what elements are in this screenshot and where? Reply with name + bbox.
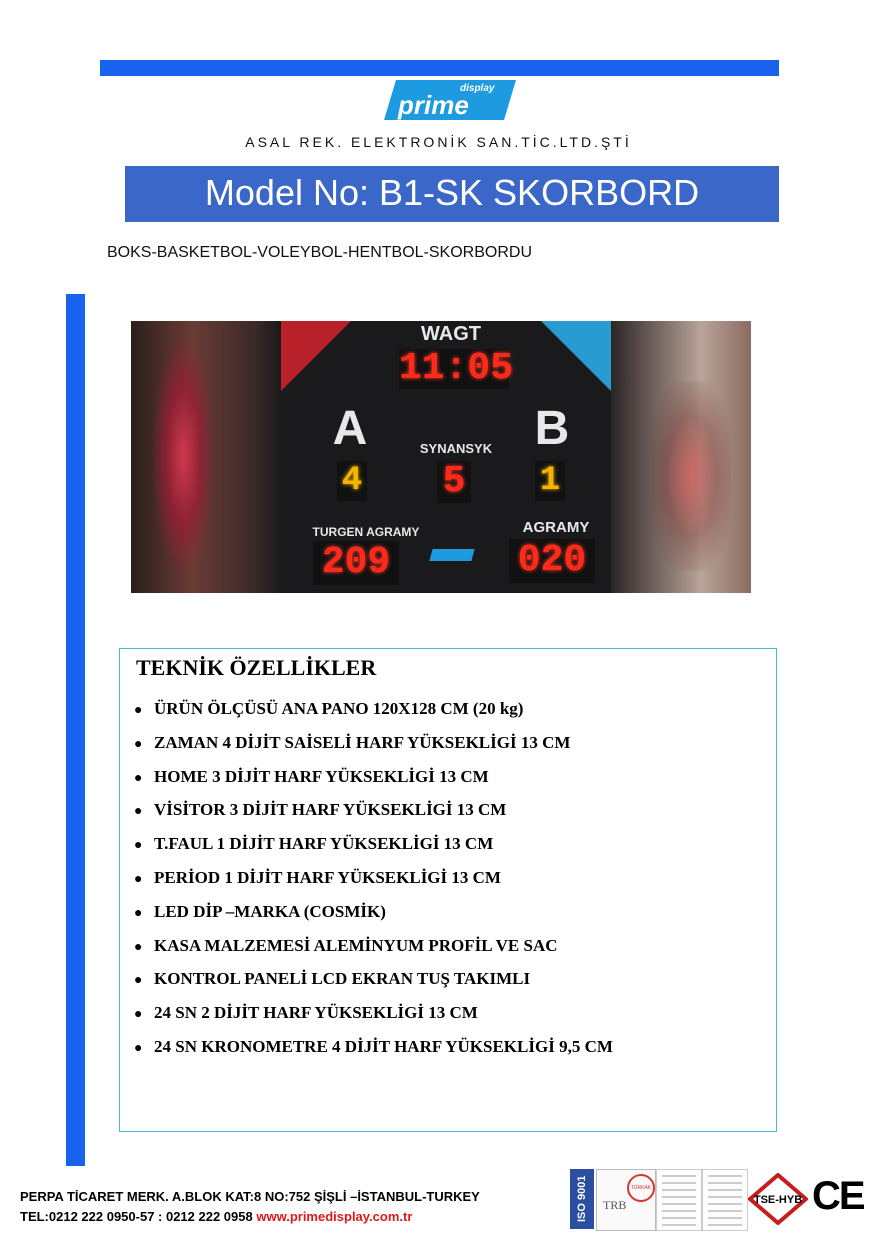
scoreboard-panel	[281, 321, 611, 593]
red-corner-decoration	[281, 321, 351, 391]
team-a-foul-display: 4	[337, 461, 367, 501]
visitor-score-display: 020	[509, 539, 595, 583]
technical-specs-box	[119, 648, 777, 1132]
period-display: 5	[437, 461, 471, 503]
specs-title: TEKNİK ÖZELLİKLER	[136, 655, 377, 680]
turkak-seal-icon: TÜRKAK	[627, 1174, 655, 1202]
period-label: SYNANSYK	[419, 441, 493, 456]
bullet-icon: ●	[134, 703, 143, 718]
bullet-icon: ●	[134, 804, 143, 820]
spec-item: ● KASA MALZEMESİ ALEMİNYUM PROFİL VE SAC	[134, 934, 613, 968]
tse-hyb-badge	[748, 1173, 808, 1225]
team-b-foul-display: 1	[535, 461, 565, 501]
logo-small-text: display	[460, 83, 495, 94]
team-b-label: B	[534, 402, 570, 455]
trb-turkak-badge	[596, 1169, 656, 1231]
visitor-score-label: AGRAMY	[522, 519, 590, 536]
product-subtitle: BOKS-BASKETBOL-VOLEYBOL-HENTBOL-SKORBORDU	[107, 244, 532, 261]
footer-phone: TEL:0212 222 0950-57 : 0212 222 0958	[20, 1209, 253, 1224]
scoreboard-title: WAGT	[421, 323, 481, 345]
logo-main-text: prime	[398, 90, 469, 120]
spec-item: ● VİSİTOR 3 DİJİT HARF YÜKSEKLİGİ 13 CM	[134, 798, 613, 832]
board-mini-logo	[429, 549, 474, 561]
model-title: Model No: B1-SK SKORBORD	[125, 166, 779, 222]
footer-address: PERPA TİCARET MERK. A.BLOK KAT:8 NO:752 ŞİŞLİ –İSTANBUL-TURKEY	[20, 1189, 480, 1204]
certification-badges	[568, 1168, 864, 1230]
spec-item: ● PERİOD 1 DİJİT HARF YÜKSEKLİGİ 13 CM	[134, 866, 613, 900]
iso-9001-badge: ISO 9001	[570, 1169, 594, 1229]
bullet-icon: ●	[134, 838, 143, 854]
scoreboard-photo	[131, 321, 751, 593]
background-glow-left	[153, 341, 213, 571]
spec-item: ● 24 SN 2 DİJİT HARF YÜKSEKLİGİ 13 CM	[134, 1001, 613, 1035]
bullet-icon: ●	[134, 973, 143, 989]
svg-text:TSE-HYB: TSE-HYB	[753, 1194, 803, 1206]
blue-corner-decoration	[541, 321, 611, 391]
footer-website-link[interactable]: www.primedisplay.com.tr	[256, 1209, 413, 1224]
bullet-icon: ●	[134, 770, 143, 786]
specs-list	[134, 697, 613, 1069]
bullet-icon: ●	[134, 905, 143, 921]
trb-text: TRB	[603, 1198, 627, 1212]
company-name: ASAL REK. ELEKTRONİK SAN.TİC.LTD.ŞTİ	[245, 134, 632, 150]
left-accent-bar	[66, 294, 85, 1166]
bullet-icon: ●	[134, 1007, 143, 1023]
spec-item: ● HOME 3 DİJİT HARF YÜKSEKLİGİ 13 CM	[134, 765, 613, 799]
certificate-document-icon	[656, 1169, 702, 1231]
home-score-display: 209	[313, 541, 399, 585]
bullet-icon: ●	[134, 871, 143, 887]
spec-item: ● ZAMAN 4 DİJİT SAİSELİ HARF YÜKSEKLİGİ 13 CM	[134, 731, 613, 765]
bullet-icon: ●	[134, 1040, 143, 1056]
background-glow-right	[651, 381, 731, 571]
spec-item: ● 24 SN KRONOMETRE 4 DİJİT HARF YÜKSEKLİGİ 9,5 CM	[134, 1035, 613, 1069]
certificate-document-icon	[702, 1169, 748, 1231]
team-a-label: A	[332, 402, 368, 455]
spec-item: ● KONTROL PANELİ LCD EKRAN TUŞ TAKIMLI	[134, 967, 613, 1001]
footer-contact	[20, 1209, 412, 1224]
ce-mark-icon: CE	[812, 1174, 864, 1218]
bullet-icon: ●	[134, 939, 143, 955]
spec-item: ● LED DİP –MARKA (COSMİK)	[134, 900, 613, 934]
top-accent-bar	[100, 60, 779, 76]
prime-display-logo	[382, 78, 518, 122]
bullet-icon: ●	[134, 736, 143, 752]
home-score-label: TURGEN AGRAMY	[312, 525, 420, 539]
spec-item: ● T.FAUL 1 DİJİT HARF YÜKSEKLİGİ 13 CM	[134, 832, 613, 866]
spec-item: ● ÜRÜN ÖLÇÜSÜ ANA PANO 120X128 CM (20 kg)	[134, 697, 613, 731]
time-display: 11:05	[399, 347, 514, 390]
